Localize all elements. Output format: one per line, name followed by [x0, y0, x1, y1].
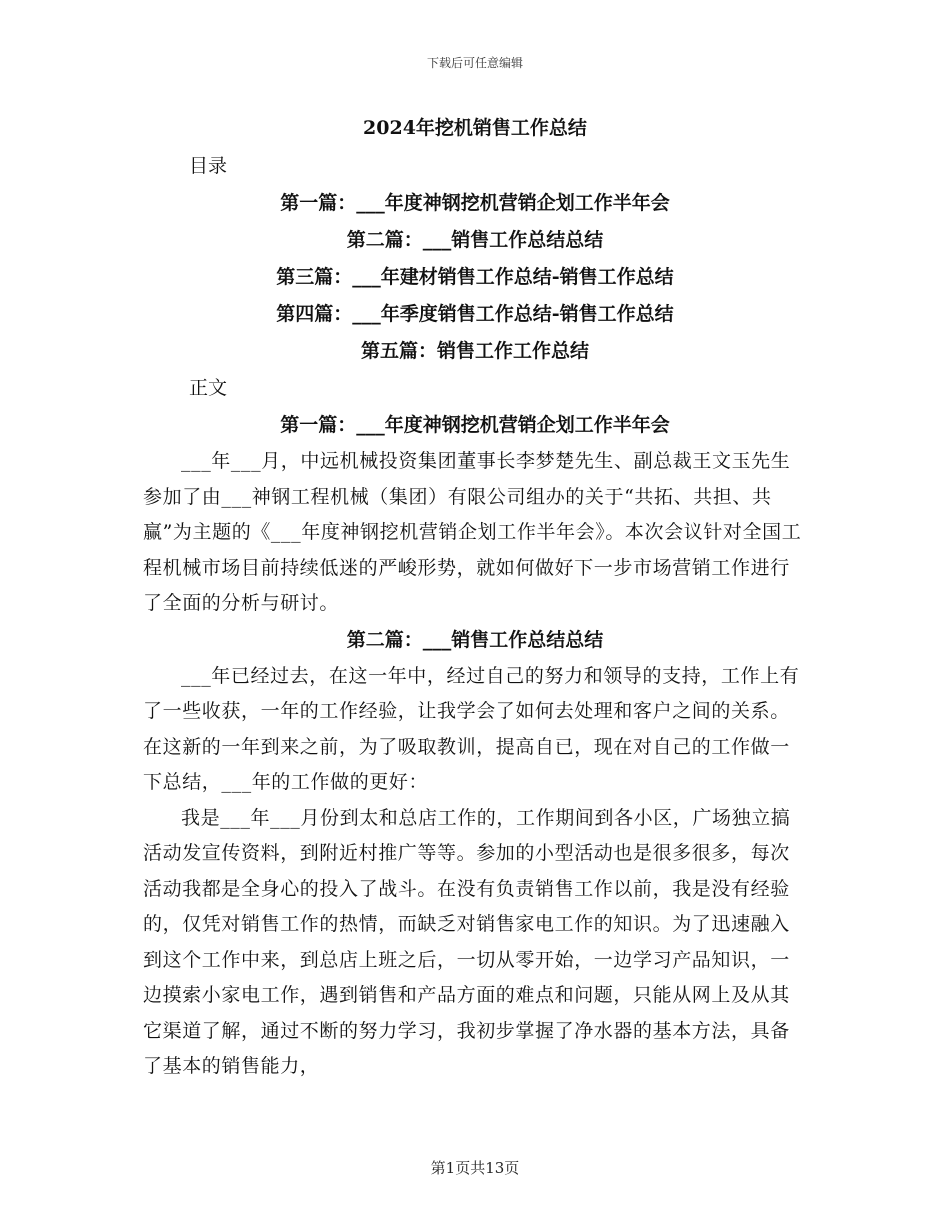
paragraph: ___年___月，中远机械投资集团董事长李梦楚先生、副总裁王文玉先生参加了由___神钢工程机械（集团）有限公司组办的关于“共拓、共担、共赢”为主题的《___年度神钢挖机营销企划工作半年会》。本次会议针对全国工程机械市场目前持续低迷的严峻形势，就如何做好下一步市场营销工作进行了全面的分析与研讨。 — [143, 450, 802, 614]
section-2 — [143, 622, 807, 1085]
toc-item-3: 第三篇：___年建材销售工作总结-销售工作总结 — [276, 266, 674, 288]
toc-item-2: 第二篇：___销售工作总结总结 — [346, 229, 604, 251]
document-title: 2024年挖机销售工作总结 — [363, 117, 587, 139]
table-of-contents — [143, 185, 807, 370]
toc-item-4: 第四篇：___年季度销售工作总结-销售工作总结 — [276, 303, 674, 325]
page-number: 第1页共13页 — [430, 1159, 520, 1177]
section-1 — [143, 407, 807, 622]
toc-item-1: 第一篇：___年度神钢挖机营销企划工作半年会 — [280, 192, 670, 214]
paragraph: 我是___年___月份到太和总店工作的，工作期间到各小区，广场独立搞活动发宣传资料，到附近村推广等等。参加的小型活动也是很多很多，每次活动我都是全身心的投入了战斗。在没有负责销售工作以前，我是没有经验的，仅凭对销售工作的热情，而缺乏对销售家电工作的知识。为了迅速融入到这个工作中来，到总店上班之后，一切从零开始，一边学习产品知识，一边摸索小家电工作，遇到销售和产品方面的难点和问题，只能从网上及从其它渠道了解，通过不断的努力学习，我初步掌握了净水器的基本方法，具备了基本的销售能力， — [143, 806, 791, 1077]
document-body — [143, 110, 807, 1085]
toc-item-5: 第五篇：销售工作工作总结 — [360, 340, 589, 362]
paragraph: ___年已经过去，在这一年中，经过自己的努力和领导的支持，工作上有了一些收获，一年的工作经验，让我学会了如何去处理和客户之间的关系。在这新的一年到来之前，为了吸取教训，提高自已，现在对自己的工作做一下总结，___年的工作做的更好： — [143, 664, 800, 793]
section-heading: 第二篇：___销售工作总结总结 — [346, 628, 604, 651]
toc-label: 目录 — [189, 155, 228, 177]
header-note: 下载后可任意编辑 — [426, 56, 523, 70]
section-heading: 第一篇：___年度神钢挖机营销企划工作半年会 — [280, 414, 670, 436]
body-label: 正文 — [189, 377, 228, 399]
